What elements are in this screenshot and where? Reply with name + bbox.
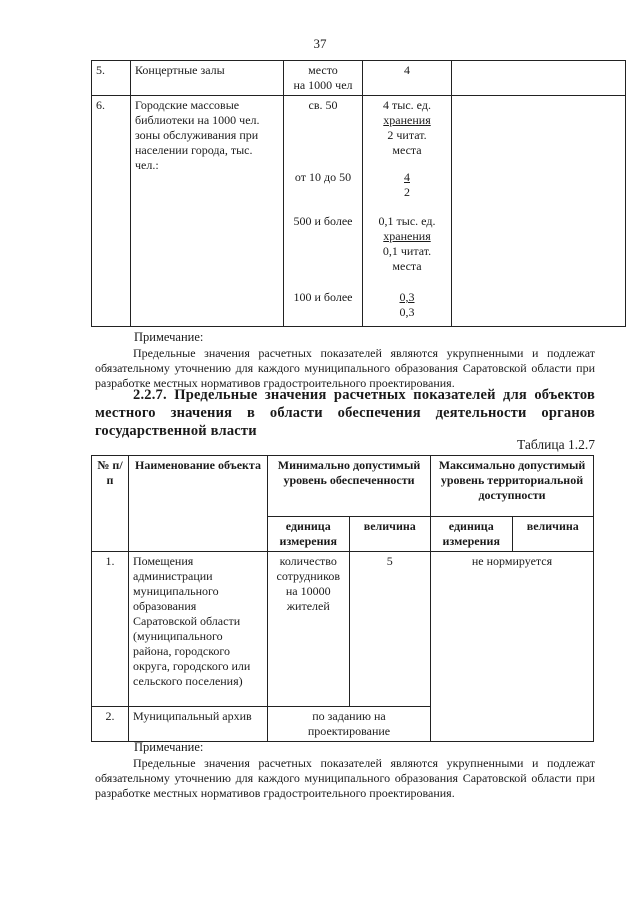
value-cell: [363, 96, 452, 327]
header-unit-2: единица измерения: [431, 517, 513, 552]
table-label: Таблица 1.2.7: [517, 437, 595, 452]
object-name: Помещения администрации муниципального образования Саратовской области (муниципального района, городского округа, городского или сельского поселения): [129, 552, 268, 707]
fraction-top: 4: [404, 170, 410, 184]
fraction-bottom: 2: [404, 185, 410, 199]
row-number: 6.: [92, 96, 131, 327]
value-line: хранения: [383, 113, 431, 127]
header-unit: единица измерения: [268, 517, 350, 552]
range-label: от 10 до 50: [294, 170, 352, 184]
access-cell: не нормируется: [431, 552, 594, 742]
object-name: Муниципальный архив: [129, 707, 268, 742]
header-value: величина: [349, 517, 431, 552]
value-line: хранения: [383, 229, 431, 243]
value-line: 2 читат.: [387, 128, 427, 142]
note-title: Примечание:: [134, 330, 204, 344]
fraction-bottom: 0,3: [399, 305, 415, 319]
empty-cell: [452, 61, 626, 96]
value-group: [363, 96, 451, 170]
range-cell: [284, 96, 363, 327]
merged-cell: по заданию на проектирование: [268, 707, 431, 742]
empty-cell: [452, 96, 626, 327]
value-cell: 4: [363, 61, 452, 96]
range-label: св. 50: [308, 98, 338, 112]
header-min-level: Минимально допустимый уровень обеспеченности: [268, 456, 431, 517]
section-heading: 2.2.7. Предельные значения расчетных показателей для объектов местного значения в области обеспечения деятельности органов государственной власти: [95, 387, 595, 439]
value-line: 4 тыс. ед.: [383, 98, 431, 112]
header-max-access: Максимально допустимый уровень территориальной доступности: [431, 456, 594, 517]
header-value-2: величина: [512, 517, 594, 552]
value-cell: 5: [349, 552, 431, 707]
table-row: [92, 96, 626, 327]
row-number: 2.: [92, 707, 129, 742]
value-line: 0,1 читат.: [382, 244, 432, 258]
row-number: 5.: [92, 61, 131, 96]
value-line: места: [392, 259, 422, 273]
note-text: Предельные значения расчетных показателей являются укрупненными и подлежат обязательному уточнению для каждого муниципального образования Саратовской области при разработке местных нормативов градостроительного проектирования.: [95, 756, 595, 800]
table-row: [92, 61, 626, 96]
value-line: места: [392, 143, 422, 157]
range-label: 100 и более: [293, 290, 353, 304]
value-group: [363, 214, 451, 290]
fraction: [363, 290, 451, 320]
fraction: [363, 170, 451, 214]
value-line: 0,1 тыс. ед.: [378, 214, 436, 228]
unit-cell: количество сотрудников на 10000 жителей: [268, 552, 350, 707]
fraction-top: 0,3: [399, 290, 415, 304]
header-num: № п/п: [92, 456, 129, 552]
object-name: Концертные залы: [131, 61, 284, 96]
unit-line: на 1000 чел: [293, 78, 353, 92]
unit-line: место: [308, 63, 338, 77]
header-row: [92, 456, 594, 517]
table-row: [92, 552, 594, 707]
object-name: Городские массовые библиотеки на 1000 чел. зоны обслуживания при населении города, тыс. чел.:: [131, 96, 284, 327]
note-title: Примечание:: [134, 740, 204, 754]
range-label: 500 и более: [293, 214, 353, 228]
header-name: Наименование объекта: [129, 456, 268, 552]
unit-cell: [284, 61, 363, 96]
libraries-table: [91, 60, 626, 327]
row-number: 1.: [92, 552, 129, 707]
page-number: 37: [313, 36, 327, 51]
note-text: Предельные значения расчетных показателей являются укрупненными и подлежат обязательному уточнению для каждого муниципального образования Саратовской области при разработке местных нормативов градостроительного проектирования.: [95, 346, 595, 390]
government-facilities-table: [91, 455, 594, 742]
